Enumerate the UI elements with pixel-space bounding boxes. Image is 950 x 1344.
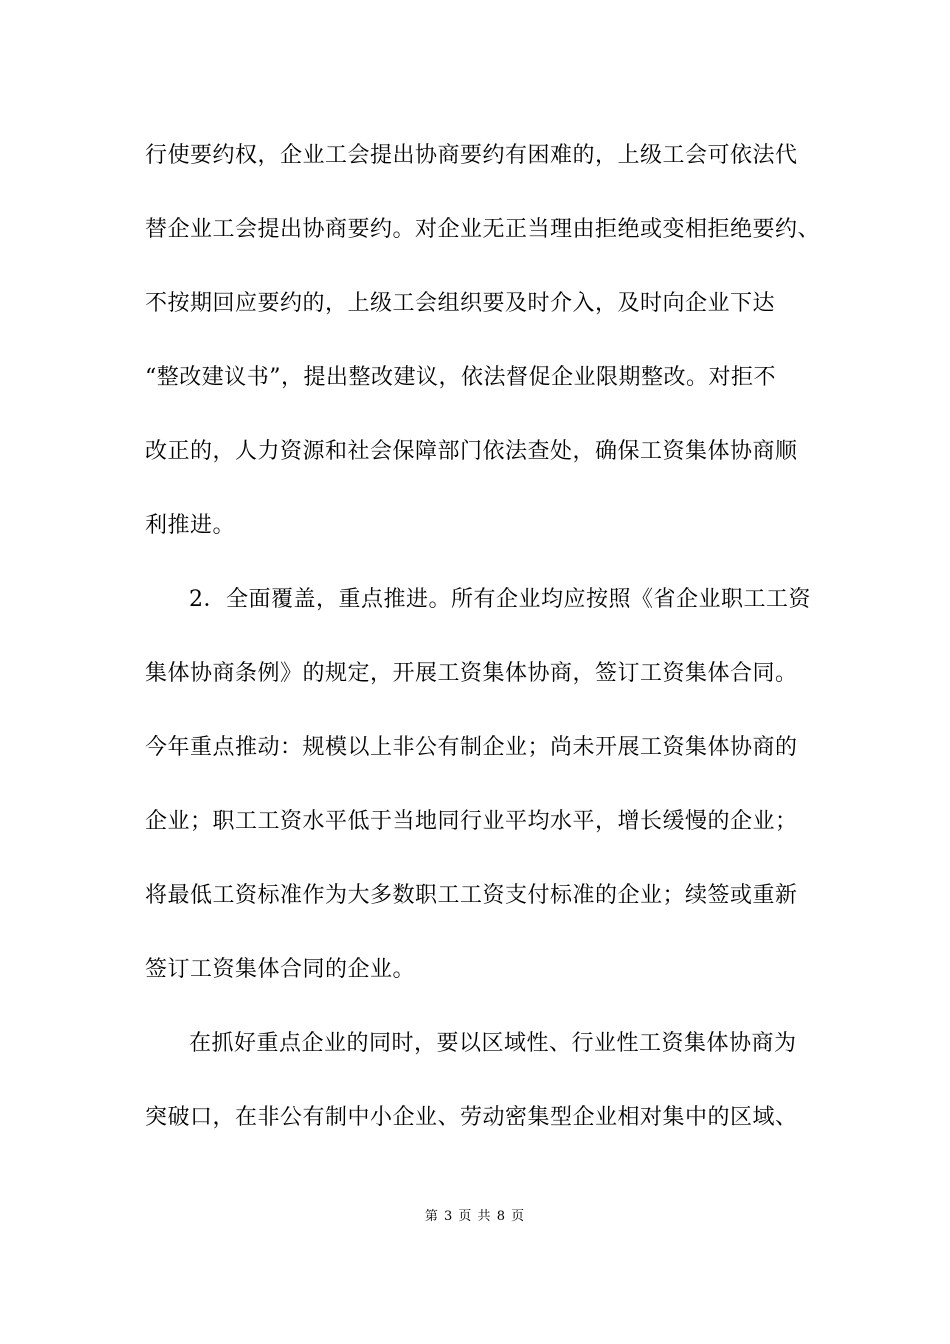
text-line-5: 改正的，人力资源和社会保障部门依法查处，确保工资集体协商顺 (145, 439, 798, 464)
text-line-4: “整改建议书”，提出整改建议，依法督促企业限期整改。对拒不 (145, 365, 776, 390)
text-line-11: 将最低工资标准作为大多数职工工资支付标准的企业；续签或重新 (145, 883, 798, 908)
text-line-6: 利推进。 (145, 513, 236, 538)
text-line-8: 集体协商条例》的规定，开展工资集体协商，签订工资集体合同。 (145, 661, 798, 686)
page-number: 第 3 页 共 8 页 (424, 1209, 526, 1224)
text-line-7: 2．全面覆盖，重点推进。所有企业均应按照《省企业职工工资 (189, 587, 811, 612)
text-line-2: 替企业工会提出协商要约。对企业无正当理由拒绝或变相拒绝要约、 (145, 217, 821, 242)
text-line-14: 突破口，在非公有制中小企业、劳动密集型企业相对集中的区域、 (145, 1105, 798, 1130)
text-line-13: 在抓好重点企业的同时，要以区域性、行业性工资集体协商为 (189, 1031, 797, 1056)
text-line-9: 今年重点推动：规模以上非公有制企业；尚未开展工资集体协商的 (145, 735, 798, 760)
text-line-10: 企业；职工工资水平低于当地同行业平均水平，增长缓慢的企业； (145, 809, 798, 834)
text-line-12: 签订工资集体合同的企业。 (145, 957, 416, 982)
text-line-3: 不按期回应要约的，上级工会组织要及时介入，及时向企业下达 (145, 291, 776, 316)
text-line-1: 行使要约权，企业工会提出协商要约有困难的，上级工会可依法代 (145, 143, 798, 168)
